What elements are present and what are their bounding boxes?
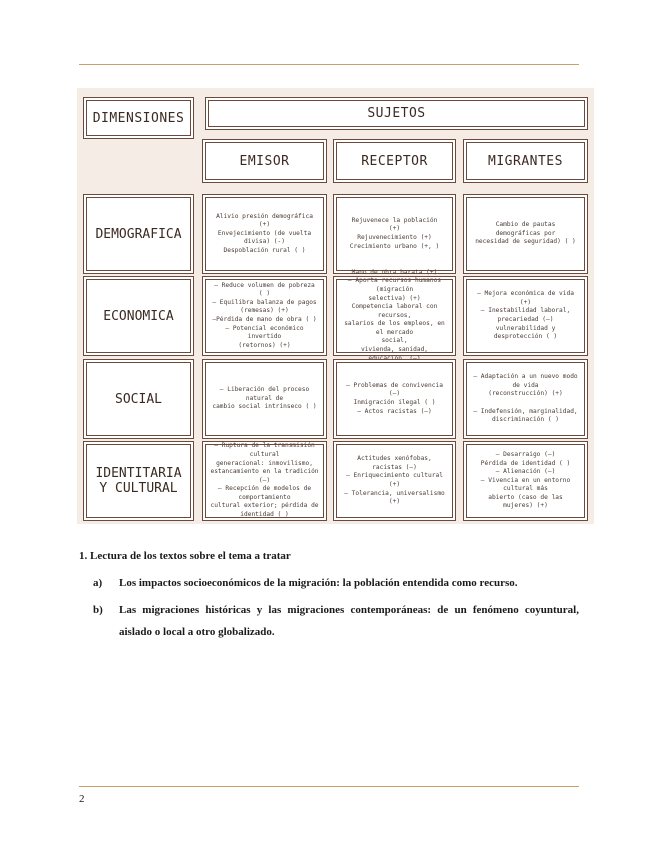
- cell-line: (+): [388, 498, 401, 506]
- column-header-migrantes: MIGRANTES: [463, 139, 588, 183]
- migration-dimensions-figure: [77, 88, 594, 524]
- cell-line: (reconstrucción) (+): [488, 390, 563, 398]
- cell-line: (remesas) (+): [240, 307, 289, 315]
- cell-lines: [341, 269, 448, 364]
- list-item-letter: b): [93, 604, 103, 616]
- cell-line: [473, 399, 577, 408]
- cell-line: Actitudes xenófobas,: [357, 455, 432, 463]
- cell-line: – Alienación (–): [495, 468, 556, 476]
- cell-migrantes: [463, 276, 588, 356]
- cell-line: recursos,: [377, 311, 412, 319]
- cell-line: selectiva) (+): [368, 294, 421, 302]
- cell-line: social,: [381, 337, 408, 345]
- list-item-text: Las migraciones históricas y las migraciones contemporáneas: de un fenómeno coyuntural, aislado o local a otro globalizado.: [119, 604, 579, 638]
- cell-line: Mano de obra barata (+): [351, 268, 438, 276]
- cell-line: – Equilibra balanza de pagos: [212, 298, 317, 306]
- list-item: [79, 599, 579, 643]
- cell-lines: [216, 213, 313, 256]
- list-item-text: Los impactos socioeconómicos de la migración: la población entendida como recurso.: [119, 577, 518, 589]
- cell-line: Inmigración ilegal ( ): [353, 399, 436, 406]
- cell-line: mujeres) (+): [503, 502, 548, 510]
- cell-line: demográficas por: [495, 229, 556, 237]
- footer-rule: [79, 786, 579, 787]
- cell-emisor: [202, 276, 327, 356]
- cell-line: – Liberación del proceso: [219, 386, 310, 394]
- cell-line: racistas (–): [372, 463, 417, 471]
- cell-line: cultural más: [503, 485, 548, 493]
- list-item: [79, 572, 579, 594]
- header-rule: [79, 64, 579, 65]
- cell-line: Competencia laboral con: [351, 303, 438, 311]
- cell-lines: [344, 455, 445, 507]
- cell-line: discriminación ( ): [491, 416, 560, 424]
- list-item-letter: a): [93, 577, 103, 589]
- cell-line: – Ruptura de la transmisión: [214, 442, 315, 450]
- row-label: DEMOGRAFICA: [83, 194, 194, 274]
- cell-line: estancamiento en la tradición (–): [210, 468, 319, 484]
- dimensions-header: DIMENSIONES: [83, 97, 194, 139]
- cell-line: (+): [519, 298, 532, 306]
- cell-line: abierto (caso de las: [488, 493, 563, 501]
- cell-line: – Inestabilidad laboral,: [480, 307, 571, 315]
- cell-line: – Indefensión, marginalidad,: [473, 407, 578, 415]
- cell-line: – Aporta recursos humanos: [347, 277, 442, 285]
- cell-line: Envejecimiento (de vuelta: [217, 229, 312, 237]
- cell-receptor: [333, 359, 456, 439]
- cell-receptor: [333, 194, 456, 274]
- row-label: SOCIAL: [83, 359, 194, 439]
- cell-line: Cambio de pautas: [495, 221, 556, 229]
- cell-lines: [350, 217, 439, 251]
- cell-line: – Enriquecimiento cultural: [346, 472, 443, 480]
- column-header-emisor: EMISOR: [202, 139, 327, 183]
- cell-line: Alivio presión demográfica: [216, 212, 313, 220]
- column-header-receptor: RECEPTOR: [333, 139, 456, 183]
- cell-line: natural de: [245, 394, 284, 402]
- cell-line: – Problemas de convivencia: [346, 381, 443, 389]
- cell-emisor: [202, 194, 327, 274]
- cell-line: Rejuvenecimiento (+): [357, 234, 432, 241]
- cell-line: cultural: [249, 450, 280, 458]
- document-body: [79, 548, 579, 648]
- cell-lines: [210, 442, 319, 519]
- cell-line: – Adaptación a un nuevo modo: [473, 373, 578, 381]
- cell-line: ( ): [258, 290, 271, 298]
- cell-line: divisa) (-): [244, 238, 285, 246]
- cell-line: (+): [388, 481, 401, 488]
- row-label: ECONOMICA: [83, 276, 194, 356]
- cell-migrantes: [463, 441, 588, 521]
- cell-line: necesidad de seguridad) ( ): [475, 238, 576, 246]
- cell-line: precariedad (–): [497, 316, 554, 323]
- cell-line: (+): [258, 221, 271, 229]
- cell-lines: [212, 282, 316, 351]
- cell-line: – Actos racistas (–): [357, 407, 432, 415]
- cell-migrantes: [463, 359, 588, 439]
- cell-emisor: [202, 441, 327, 521]
- cell-line: – Tolerancia, universalismo: [344, 489, 445, 497]
- cell-lines: [473, 373, 577, 425]
- page-number: 2: [79, 793, 85, 805]
- cell-line: Pérdida de identidad ( ): [480, 459, 571, 467]
- section-heading: 1. Lectura de los textos sobre el tema a tratar: [79, 550, 291, 562]
- cell-lines: [477, 290, 574, 342]
- cell-line: –Pérdida de mano de obra ( ): [212, 316, 317, 323]
- cell-emisor: [202, 359, 327, 439]
- cell-line: – Vivencia en un entorno: [480, 476, 571, 484]
- cell-line: generacional: inmovilismo,: [216, 459, 313, 467]
- cell-line: invertido: [247, 333, 282, 341]
- cell-line: (migración: [375, 285, 414, 293]
- cell-line: identidad ( ): [240, 511, 289, 519]
- cell-migrantes: [463, 194, 588, 274]
- cell-lines: [481, 451, 570, 511]
- cell-line: Crecimiento urbano (+, ): [349, 242, 440, 250]
- cell-line: Rejuvenece la población: [351, 216, 438, 224]
- cell-lines: [475, 221, 576, 247]
- cell-line: cultural exterior; pérdida de: [210, 502, 319, 510]
- cell-receptor: [333, 268, 456, 356]
- cell-line: – Desarraigo (–): [495, 450, 556, 458]
- cell-line: salarios de los empleos, en el mercado: [344, 320, 445, 336]
- cell-line: de vida: [512, 381, 539, 389]
- cell-line: – Potencial económico: [225, 324, 304, 332]
- cell-line: (–): [388, 390, 401, 398]
- subjects-header: SUJETOS: [205, 97, 588, 130]
- cell-line: (+): [388, 225, 401, 233]
- cell-line: Despoblación rural ( ): [223, 246, 306, 254]
- cell-line: (retornos) (+): [238, 341, 291, 349]
- cell-receptor: [333, 441, 456, 521]
- cell-line: – Mejora económica de vida: [477, 290, 574, 298]
- cell-line: – Reduce volumen de pobreza: [214, 281, 315, 289]
- cell-line: vivienda, sanidad,: [360, 346, 429, 354]
- cell-line: vulnerabilidad y: [495, 324, 556, 332]
- row-label: IDENTITARIA Y CULTURAL: [83, 441, 194, 521]
- cell-line: desprotección ( ): [493, 333, 558, 341]
- cell-lines: [212, 386, 316, 412]
- cell-line: – Recepción de modelos de comportamiento: [217, 485, 312, 501]
- cell-lines: [346, 382, 443, 416]
- cell-line: cambio social intrínseco ( ): [212, 403, 317, 411]
